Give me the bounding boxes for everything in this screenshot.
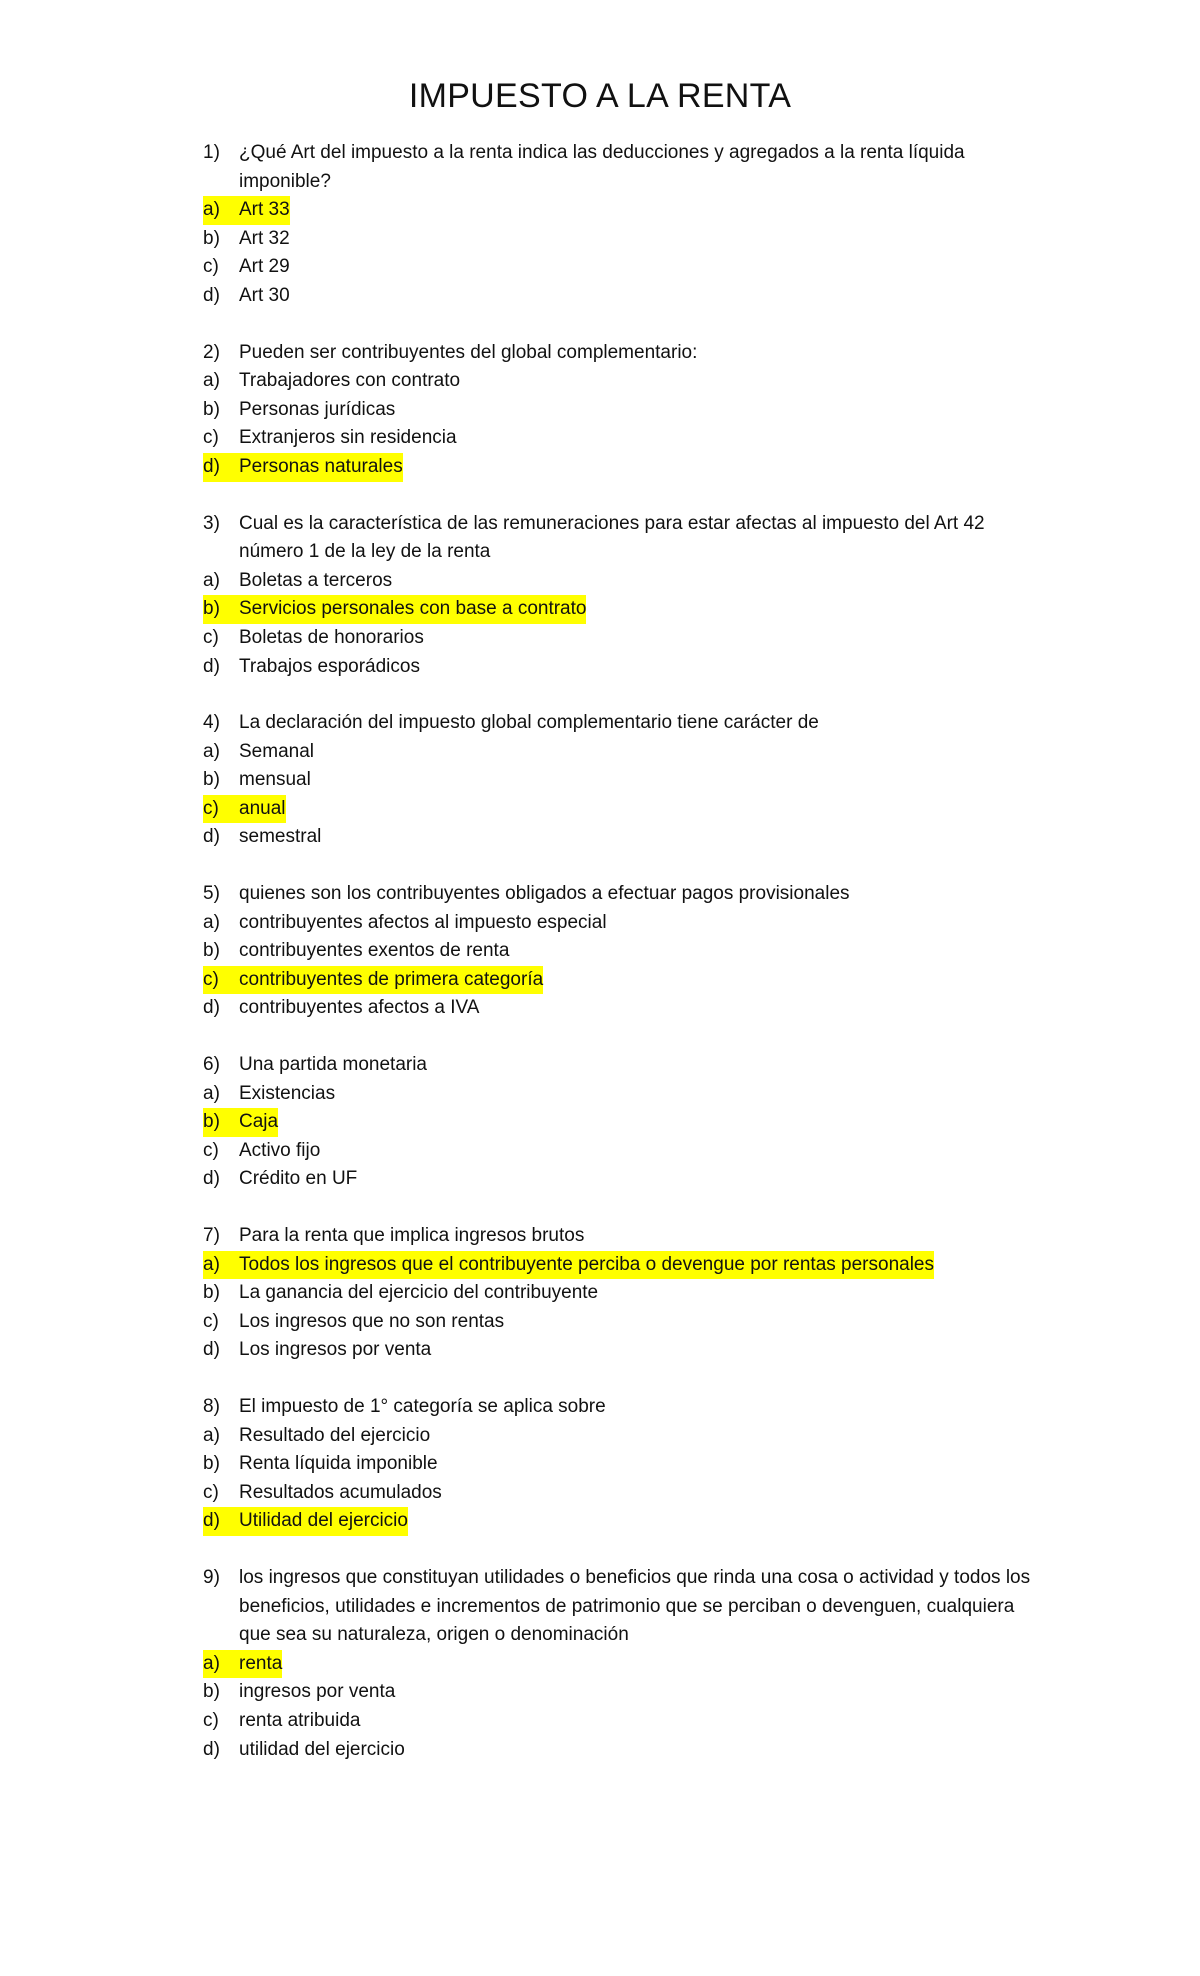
option-text: Boletas de honorarios <box>239 626 424 648</box>
option-text: Crédito en UF <box>239 1168 358 1190</box>
option-marker: d) <box>203 284 220 306</box>
option-text: Servicios personales con base a contrato <box>239 598 587 620</box>
option-marker: d) <box>203 1738 220 1760</box>
question-row <box>203 1393 1033 1422</box>
option-marker: d) <box>203 455 220 477</box>
answer-option <box>203 909 1033 938</box>
answer-option <box>203 1422 1033 1451</box>
option-marker: d) <box>203 1339 220 1361</box>
option-text: contribuyentes afectos a IVA <box>239 997 480 1019</box>
question-text: Cual es la característica de las remuneraciones para estar afectas al impuesto del Art 42 número 1 de la ley de la renta <box>239 512 985 563</box>
answer-option-highlighted <box>203 1507 1033 1536</box>
question-row <box>203 1051 1033 1080</box>
option-marker: c) <box>203 256 219 278</box>
question-list <box>203 139 1033 1792</box>
option-text: contribuyentes afectos al impuesto especial <box>239 911 607 933</box>
answer-option <box>203 396 1033 425</box>
answer-option <box>203 766 1033 795</box>
answer-option-highlighted <box>203 453 1033 482</box>
option-text: Trabajadores con contrato <box>239 370 461 392</box>
option-marker: b) <box>203 598 220 620</box>
question-number: 5) <box>203 883 220 905</box>
option-text: Boletas a terceros <box>239 569 393 591</box>
option-text: Personas jurídicas <box>239 398 396 420</box>
option-marker: d) <box>203 1168 220 1190</box>
question-row <box>203 1222 1033 1251</box>
answer-option-highlighted <box>203 966 1033 995</box>
question-number: 1) <box>203 142 220 163</box>
option-marker: b) <box>203 940 220 962</box>
answer-option <box>203 738 1033 767</box>
option-marker: a) <box>203 740 220 762</box>
answer-option <box>203 367 1033 396</box>
option-marker: a) <box>203 1652 220 1674</box>
option-marker: a) <box>203 199 220 221</box>
option-text: Resultado del ejercicio <box>239 1424 431 1446</box>
question-block <box>203 709 1033 852</box>
answer-option <box>203 1450 1033 1479</box>
option-marker: d) <box>203 655 220 677</box>
answer-option <box>203 225 1033 254</box>
question-row <box>203 709 1033 738</box>
option-text: Activo fijo <box>239 1139 321 1161</box>
question-number: 3) <box>203 512 220 534</box>
option-text: La ganancia del ejercicio del contribuyente <box>239 1282 599 1304</box>
question-row <box>203 880 1033 909</box>
question-block <box>203 510 1033 682</box>
option-marker: c) <box>203 797 219 819</box>
option-text: ingresos por venta <box>239 1681 396 1703</box>
option-marker: a) <box>203 370 220 392</box>
answer-option-highlighted <box>203 196 1033 225</box>
answer-option <box>203 994 1033 1023</box>
option-text: Todos los ingresos que el contribuyente perciba o devengue por rentas personales <box>239 1253 935 1275</box>
option-text: Existencias <box>239 1082 336 1104</box>
question-block <box>203 880 1033 1023</box>
question-row <box>203 139 1033 196</box>
option-marker: b) <box>203 1453 220 1475</box>
option-text: semestral <box>239 826 322 848</box>
answer-option <box>203 1479 1033 1508</box>
answer-option <box>203 567 1033 596</box>
answer-option <box>203 624 1033 653</box>
question-text: quienes son los contribuyentes obligados a efectuar pagos provisionales <box>239 883 850 905</box>
option-marker: d) <box>203 997 220 1019</box>
option-text: Renta líquida imponible <box>239 1453 438 1475</box>
answer-option-highlighted <box>203 1251 1033 1280</box>
question-block <box>203 139 1033 311</box>
question-text: Una partida monetaria <box>239 1054 427 1076</box>
option-text: Art 33 <box>239 199 290 221</box>
answer-option <box>203 1678 1033 1707</box>
answer-option-highlighted <box>203 1108 1033 1137</box>
question-number: 4) <box>203 712 220 734</box>
answer-option-highlighted <box>203 1650 1033 1679</box>
option-text: Caja <box>239 1111 279 1133</box>
question-text: los ingresos que constituyan utilidades o beneficios que rinda una cosa o actividad y todos los beneficios, utilidades e incrementos de patrimonio que se perciban o devenguen, cualquiera que sea su naturaleza, origen o denominación <box>239 1566 1031 1646</box>
option-text: Art 30 <box>239 284 290 306</box>
option-marker: b) <box>203 769 220 791</box>
option-text: Extranjeros sin residencia <box>239 427 457 449</box>
question-number: 6) <box>203 1054 220 1076</box>
answer-option <box>203 1137 1033 1166</box>
answer-option <box>203 1707 1033 1736</box>
option-text: Trabajos esporádicos <box>239 655 420 677</box>
option-marker: a) <box>203 569 220 591</box>
option-marker: a) <box>203 1424 220 1446</box>
question-text: La declaración del impuesto global complementario tiene carácter de <box>239 712 819 734</box>
answer-option <box>203 653 1033 682</box>
option-marker: b) <box>203 227 220 249</box>
option-marker: c) <box>203 1709 219 1731</box>
option-text: Los ingresos que no son rentas <box>239 1310 505 1332</box>
question-number: 7) <box>203 1225 220 1246</box>
question-text: Pueden ser contribuyentes del global complementario: <box>239 341 698 363</box>
question-block <box>203 1393 1033 1536</box>
question-text: El impuesto de 1° categoría se aplica sobre <box>239 1395 606 1417</box>
option-text: contribuyentes exentos de renta <box>239 940 510 962</box>
answer-option-highlighted <box>203 795 1033 824</box>
answer-option <box>203 1336 1033 1365</box>
answer-option <box>203 253 1033 282</box>
option-text: utilidad del ejercicio <box>239 1738 405 1760</box>
answer-option <box>203 823 1033 852</box>
document-title: IMPUESTO A LA RENTA <box>408 77 792 115</box>
answer-option <box>203 1080 1033 1109</box>
option-text: Resultados acumulados <box>239 1481 442 1503</box>
option-marker: d) <box>203 1510 220 1532</box>
option-text: mensual <box>239 769 311 791</box>
question-block <box>203 1051 1033 1194</box>
option-marker: c) <box>203 1481 219 1503</box>
question-block <box>203 1564 1033 1764</box>
option-marker: d) <box>203 826 220 848</box>
option-marker: a) <box>203 911 220 933</box>
option-marker: c) <box>203 626 219 648</box>
option-marker: c) <box>203 968 219 990</box>
option-marker: b) <box>203 1282 220 1304</box>
question-row <box>203 510 1033 567</box>
option-text: renta <box>239 1652 283 1674</box>
option-marker: a) <box>203 1253 220 1275</box>
answer-option-highlighted <box>203 595 1033 624</box>
question-number: 8) <box>203 1395 220 1417</box>
question-row <box>203 339 1033 368</box>
answer-option <box>203 1736 1033 1765</box>
option-text: anual <box>239 797 286 819</box>
option-marker: a) <box>203 1082 220 1104</box>
option-marker: c) <box>203 1310 219 1332</box>
option-marker: b) <box>203 1681 220 1703</box>
question-row <box>203 1564 1033 1650</box>
answer-option <box>203 1165 1033 1194</box>
option-text: contribuyentes de primera categoría <box>239 968 544 990</box>
answer-option <box>203 1279 1033 1308</box>
option-text: Personas naturales <box>239 455 403 477</box>
answer-option <box>203 1308 1033 1337</box>
option-text: Art 29 <box>239 256 290 278</box>
option-marker: c) <box>203 427 219 449</box>
option-text: Los ingresos por venta <box>239 1339 432 1361</box>
option-text: Utilidad del ejercicio <box>239 1510 408 1532</box>
question-text: ¿Qué Art del impuesto a la renta indica las deducciones y agregados a la renta líquida imponible? <box>239 142 965 192</box>
question-block <box>203 1222 1033 1365</box>
option-text: renta atribuida <box>239 1709 361 1731</box>
option-marker: b) <box>203 398 220 420</box>
question-text: Para la renta que implica ingresos brutos <box>239 1225 585 1246</box>
answer-option <box>203 937 1033 966</box>
answer-option <box>203 282 1033 311</box>
option-text: Semanal <box>239 740 314 762</box>
option-text: Art 32 <box>239 227 290 249</box>
answer-option <box>203 424 1033 453</box>
question-number: 2) <box>203 341 220 363</box>
question-number: 9) <box>203 1566 220 1588</box>
option-marker: b) <box>203 1111 220 1133</box>
option-marker: c) <box>203 1139 219 1161</box>
question-block <box>203 339 1033 482</box>
